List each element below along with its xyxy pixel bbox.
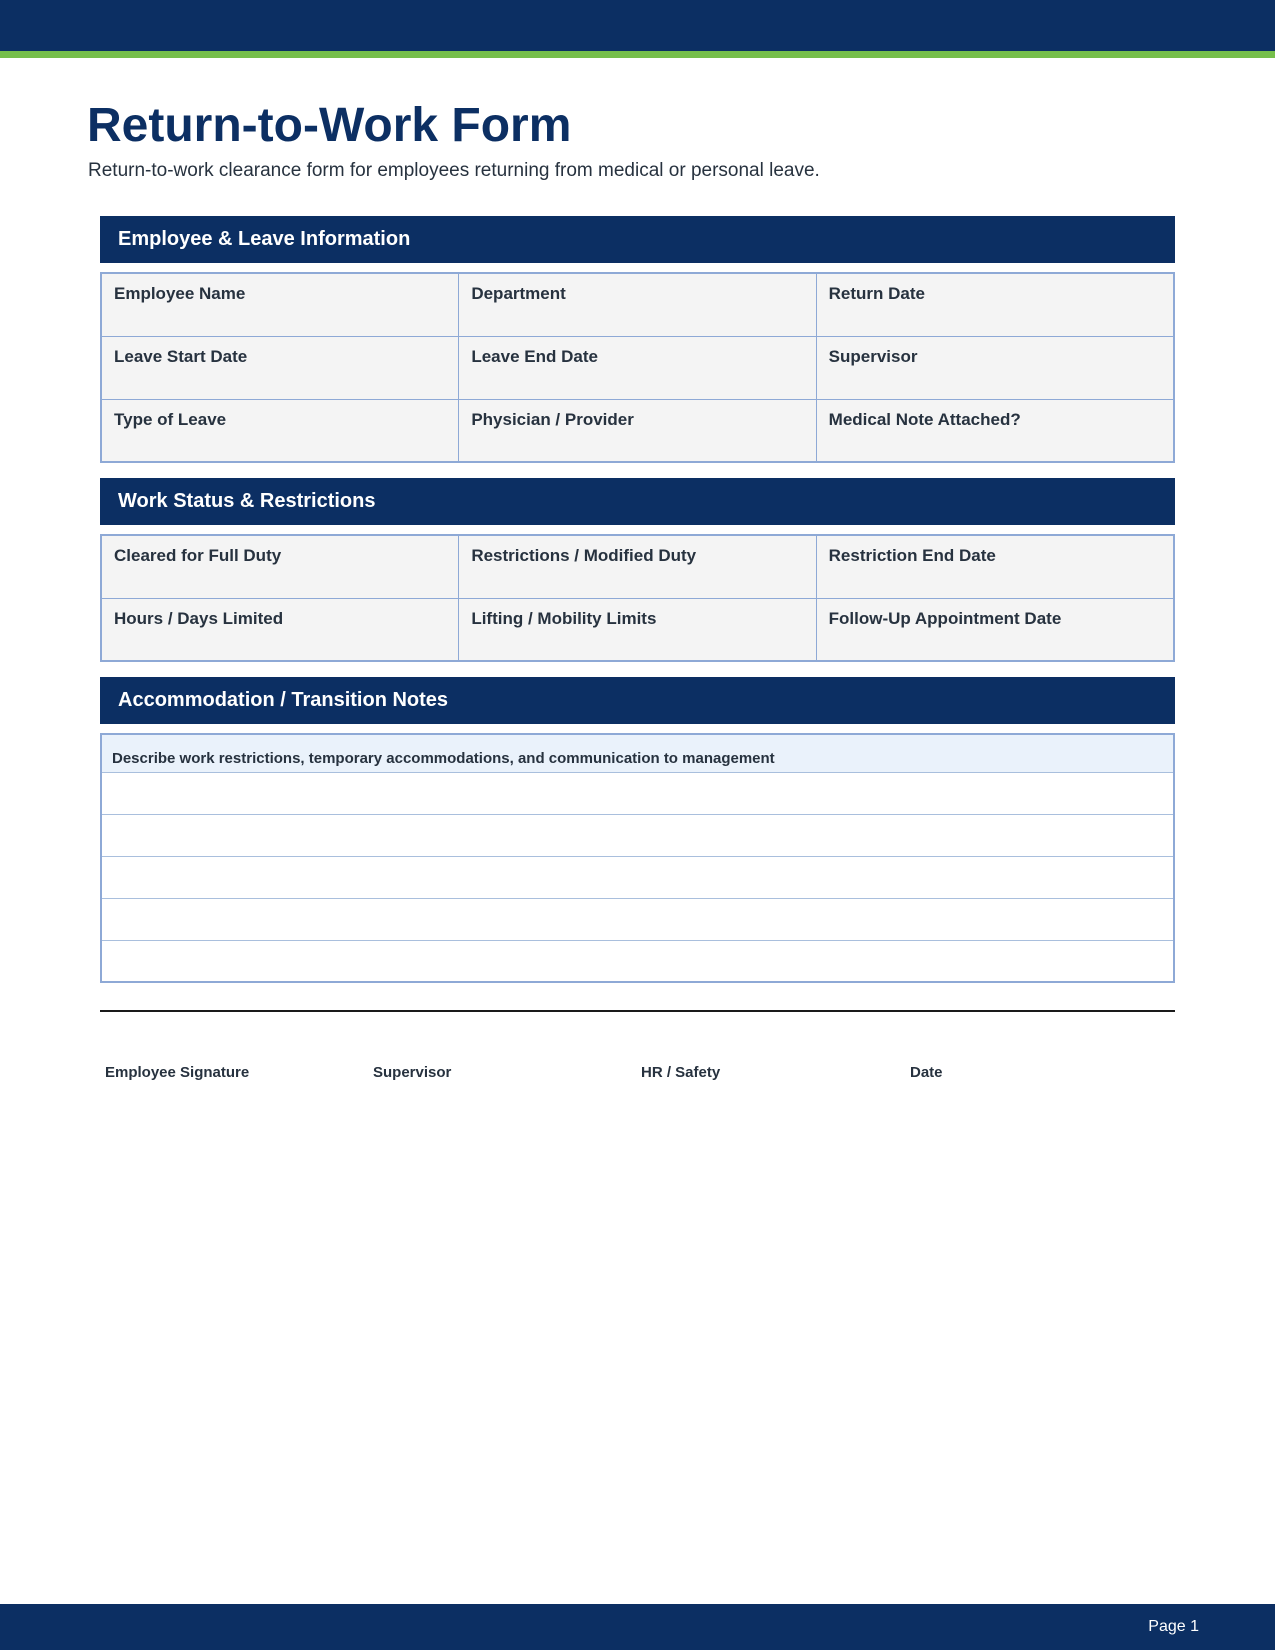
restriction-end-date-field[interactable]: Restriction End Date (816, 536, 1173, 598)
return-date-field[interactable]: Return Date (816, 274, 1173, 336)
notes-box (100, 733, 1175, 983)
section-header-notes: Accommodation / Transition Notes (100, 677, 1175, 724)
signature-rule (100, 1010, 1175, 1012)
physician-provider-field[interactable]: Physician / Provider (458, 400, 815, 462)
notes-line[interactable] (102, 941, 1173, 983)
cleared-full-duty-field[interactable]: Cleared for Full Duty (114, 546, 282, 565)
hr-safety-signature-label: HR / Safety (641, 1064, 721, 1081)
field-row (102, 336, 1173, 399)
employee-leave-field-grid (100, 272, 1175, 463)
restrictions-modified-duty-field[interactable]: Restrictions / Modified Duty (458, 536, 815, 598)
employee-name-field[interactable]: Employee Name (114, 284, 246, 303)
employee-signature-label: Employee Signature (105, 1064, 250, 1081)
section-header-employee-leave: Employee & Leave Information (100, 216, 1175, 263)
notes-line[interactable] (102, 857, 1173, 899)
field-row (102, 399, 1173, 462)
page-subtitle: Return-to-work clearance form for employees returning from medical or personal leave. (88, 160, 820, 181)
lifting-mobility-limits-field[interactable]: Lifting / Mobility Limits (458, 599, 815, 661)
notes-line[interactable] (102, 773, 1173, 815)
follow-up-appointment-date-field[interactable]: Follow-Up Appointment Date (816, 599, 1173, 661)
field-row (102, 536, 1173, 598)
leave-end-date-field[interactable]: Leave End Date (458, 337, 815, 399)
field-row (102, 274, 1173, 336)
notes-prompt: Describe work restrictions, temporary accommodations, and communication to management (102, 735, 1173, 773)
top-header-band (0, 0, 1275, 51)
type-of-leave-field[interactable]: Type of Leave (114, 410, 227, 429)
leave-start-date-field[interactable]: Leave Start Date (114, 347, 248, 366)
field-row (102, 598, 1173, 661)
page-title: Return-to-Work Form (87, 99, 572, 152)
hours-days-limited-field[interactable]: Hours / Days Limited (114, 609, 284, 628)
supervisor-signature-label: Supervisor (373, 1064, 452, 1081)
notes-line[interactable] (102, 815, 1173, 857)
department-field[interactable]: Department (458, 274, 815, 336)
supervisor-field[interactable]: Supervisor (816, 337, 1173, 399)
work-status-field-grid (100, 534, 1175, 662)
date-signature-label: Date (910, 1064, 943, 1081)
page-number: Page 1 (1148, 1618, 1199, 1635)
footer-band (0, 1604, 1275, 1650)
notes-line[interactable] (102, 899, 1173, 941)
medical-note-attached-field[interactable]: Medical Note Attached? (816, 400, 1173, 462)
top-accent-stripe (0, 51, 1275, 58)
section-header-work-status: Work Status & Restrictions (100, 478, 1175, 525)
